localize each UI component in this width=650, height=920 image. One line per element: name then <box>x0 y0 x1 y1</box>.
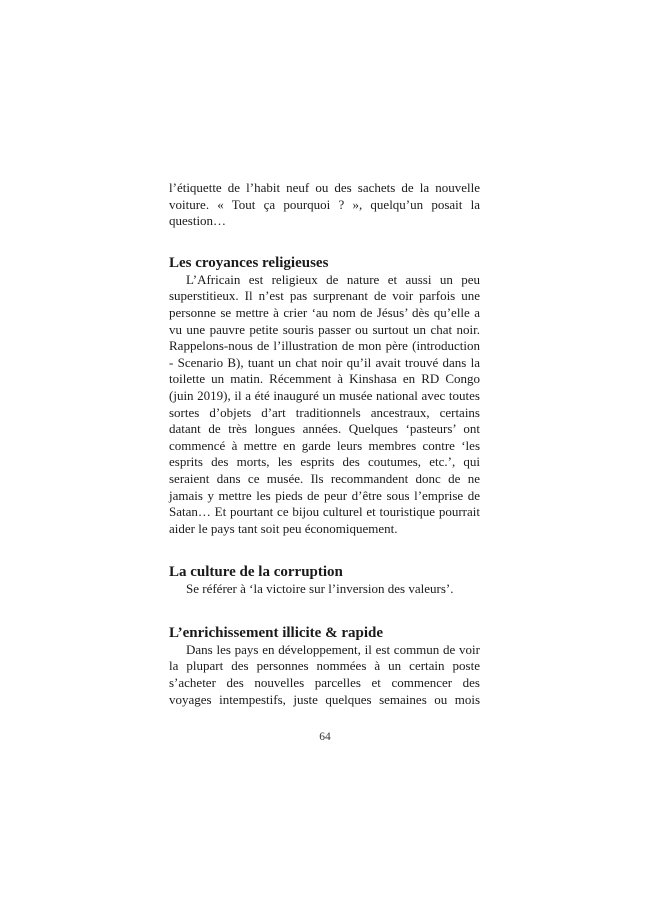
spacer <box>169 537 480 563</box>
spacer <box>169 598 480 624</box>
heading-culture-corruption: La culture de la corruption <box>169 564 343 581</box>
page-number: 64 <box>319 731 331 743</box>
paragraph-continuation: l’étiquette de l’habit neuf ou des sachets de la nouvelle voiture. « Tout ça pourquoi ? », quelqu’un posait la question… <box>169 180 480 229</box>
spacer <box>169 230 480 254</box>
page-body <box>169 180 480 708</box>
heading-croyances-religieuses: Les croyances religieuses <box>169 254 329 271</box>
paragraph-croyances: L’Africain est religieux de nature et aussi un peu superstitieux. Il n’est pas surprenant de voir parfois une personne se mettre à crier ‘au nom de Jésus’ dès qu’elle a vu une pauvre petite souris passer ou surtout un chat noir. Rappelons-nous de l’illustration de mon père (introduction - Scenario B), tuant un chat noir qu’il avait trouvé dans la toilette un matin. Récemment à Kinshasa en RD Congo (juin 2019), il a été inauguré un musée national avec toutes sortes d’objets d’art traditionnels ancestraux, certains datant de très longues années. Quelques ‘pasteurs’ ont commencé à mettre en garde leurs membres contre ‘les esprits des morts, les esprits des coutumes, etc.’, qui seraient dans ce musée. Ils recommandent donc de ne jamais y mettre les pieds de peur d’être sous l’emprise de Satan… Et pourtant ce bijou culturel et touristique pourrait aider le pays tant soit peu économiquement. <box>169 271 480 536</box>
paragraph-enrichissement: Dans les pays en développement, il est commun de voir la plupart des personnes nommées à un certain poste s’acheter des nouvelles parcelles et commencer des voyages intempestifs, juste quelques semaines ou mois <box>169 641 480 707</box>
heading-enrichissement: L’enrichissement illicite & rapide <box>169 624 383 641</box>
paragraph-corruption: Se référer à ‘la victoire sur l’inversion des valeurs’. <box>186 581 454 597</box>
